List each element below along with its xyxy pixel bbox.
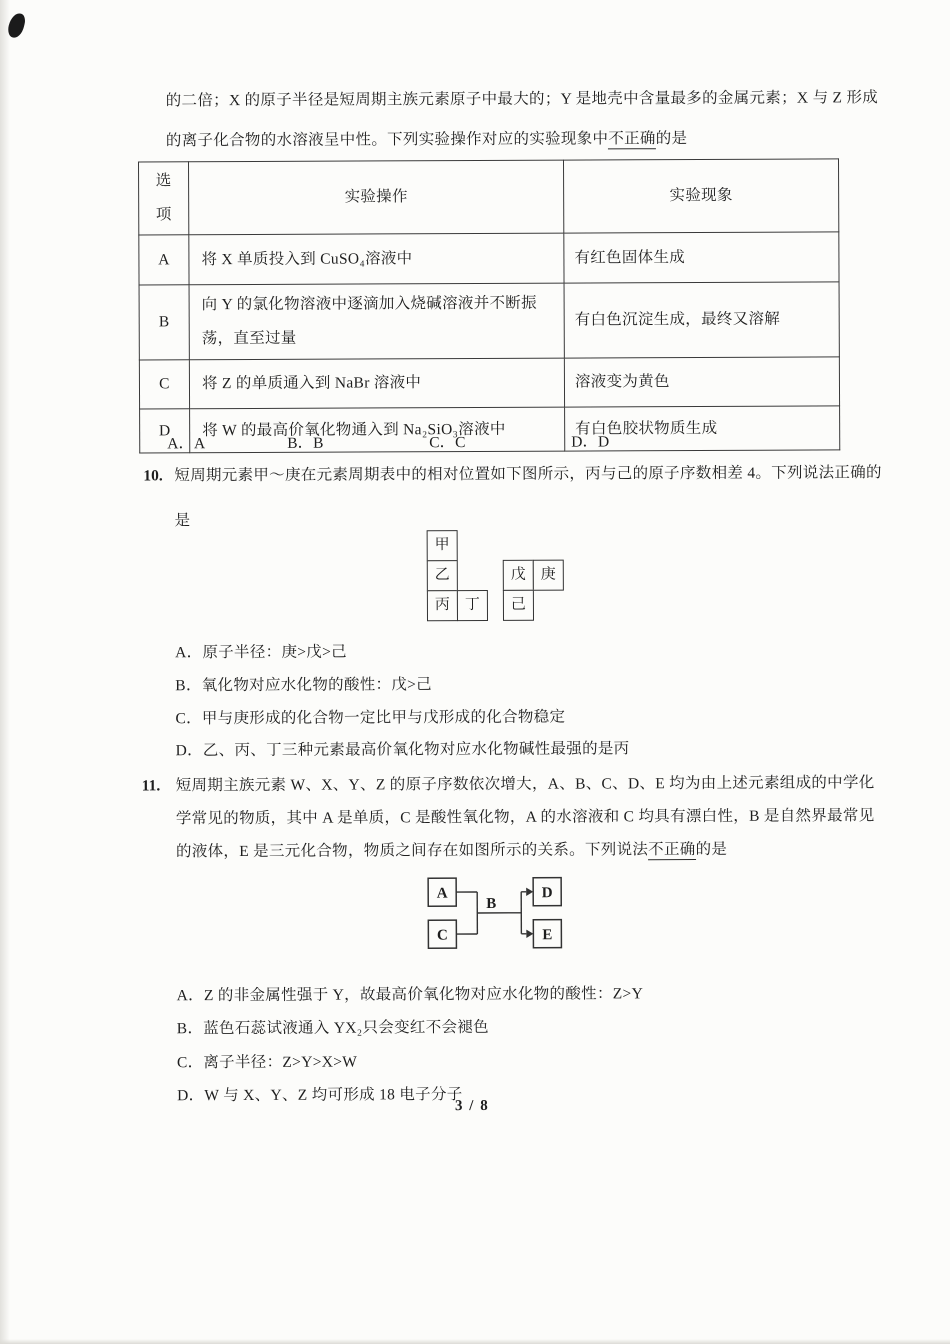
answer-choices-row [167,429,609,453]
page-number: 3 / 8 [454,1097,490,1115]
answer-choice-d: D．D [571,433,610,451]
label-b: B [486,895,497,912]
phenomenon-cell: 有白色胶状物质生成 [565,406,840,451]
diagram-cell-geng: 庚 [533,560,564,591]
option-letter-cell: A [139,235,189,285]
diagram-cell-jia: 甲 [427,530,458,561]
box-e-label: E [542,927,553,944]
column-header-option: 选项 [138,162,188,235]
q11-option-b: B．蓝色石蕊试液通入 YX₂只会变红不会褪色 [176,1019,489,1038]
column-header-operation: 实验操作 [188,160,563,235]
q11-underlined-text: 不正确 [648,841,696,859]
question11-stem [175,766,875,868]
column-header-phenomenon: 实验现象 [563,159,838,233]
experiment-table [138,158,840,453]
operation-cell: 将 Z 的单质通入到 NaBr 溶液中 [189,358,564,409]
q11-stem-line-3-post: 的是 [695,840,728,859]
q11-stem-line-3-pre: 的液体，E 是三元化合物，物质之间存在如图所示的关系。下列说法 [175,841,649,861]
question9-intro [165,78,879,161]
q10-option-a: A．原子半径：庚>戊>己 [175,643,347,662]
answer-choice-a: A．A [167,435,206,453]
answer-choice-c: C．C [429,434,466,452]
q11-stem-line-2: 学常见的物质，其中 A 是单质，C 是酸性氧化物，A 的水溶液和 C 均具有漂白性，B 是自然界最常见 [175,807,875,828]
table-row-c [139,357,839,409]
table-row-a [139,232,839,285]
diagram-cell-ding: 丁 [457,590,488,621]
question11-options [177,977,644,1113]
box-a-label: A [436,885,448,902]
q11-stem-line-1: 短周期主族元素 W、X、Y、Z 的原子序数依次增大，A、B、C、D、E 均为由上述元素组成的中学化 [175,774,875,795]
question10-options [175,635,629,768]
intro-line-2-post: 的是 [655,130,688,148]
q11-option-a: A．Z 的非金属性强于 Y，故最高价氧化物对应水化物的酸性：Z>Y [176,985,644,1005]
q11-stem-line-3 [176,832,854,868]
box-c-label: C [436,927,448,944]
intro-line-2 [166,118,856,161]
phenomenon-cell: 溶液变为黄色 [564,357,839,407]
box-d-label: D [541,885,553,902]
q11-substance-relation-diagram [425,874,575,955]
diagram-cell-ji: 己 [503,590,534,621]
q11-option-d: D．W 与 X、Y、Z 均可形成 18 电子分子 [177,1086,463,1105]
option-letter-cell: D [140,409,190,453]
q10-option-b: B．氧化物对应水化物的酸性：戊>己 [175,675,433,695]
q10-stem-line-2: 是 [174,512,191,530]
arrow-to-e-icon [526,930,533,938]
operation-cell: 向 Y 的氯化物溶液中逐滴加入烧碱溶液并不断振荡，直至过量 [189,283,564,360]
option-letter-cell: C [139,360,189,409]
q10-option-c: C．甲与庚形成的化合物一定比甲与戊形成的化合物稳定 [175,708,566,727]
q10-stem-line-1: 短周期元素甲～庚在元素周期表中的相对位置如下图所示，丙与己的原子序数相差 4。下列说法正确的 [174,464,882,485]
diagram-cell-wu: 戊 [503,560,534,591]
question10-number: 10. [143,467,163,485]
scan-bottom-edge-shadow [0,1339,950,1344]
q10-periodic-table-diagram [427,530,567,625]
table-row-b [139,282,839,360]
diagram-cell-bing: 丙 [427,590,458,621]
phenomenon-cell: 有红色固体生成 [564,232,839,283]
operation-cell: 将 X 单质投入到 CuSO₄溶液中 [189,233,564,285]
intro-line-2-pre: 的离子化合物的水溶液呈中性。下列实验操作对应的实验现象中 [165,130,609,150]
phenomenon-cell: 有白色沉淀生成，最终又溶解 [564,282,839,358]
q10-option-d: D．乙、丙、丁三种元素最高价氧化物对应水化物碱性最强的是丙 [175,740,630,760]
arrow-to-d-icon [526,888,533,896]
operation-cell: 将 W 的最高价氧化物通入到 Na₂SiO₃溶液中 [190,407,565,453]
answer-choice-b: B．B [287,434,324,452]
diagram-cell-yi: 乙 [427,560,458,591]
intro-line-1: 的二倍；X 的原子半径是短周期主族元素原子中最大的；Y 是地壳中含量最多的金属元素；X 与 Z 形成 [165,89,879,110]
table-header-row [138,159,838,235]
q11-option-c: C．离子半径：Z>Y>X>W [176,1053,358,1072]
intro-underlined-text: 不正确 [608,130,656,148]
option-letter-cell: B [139,285,189,360]
question11-number: 11. [141,777,161,795]
